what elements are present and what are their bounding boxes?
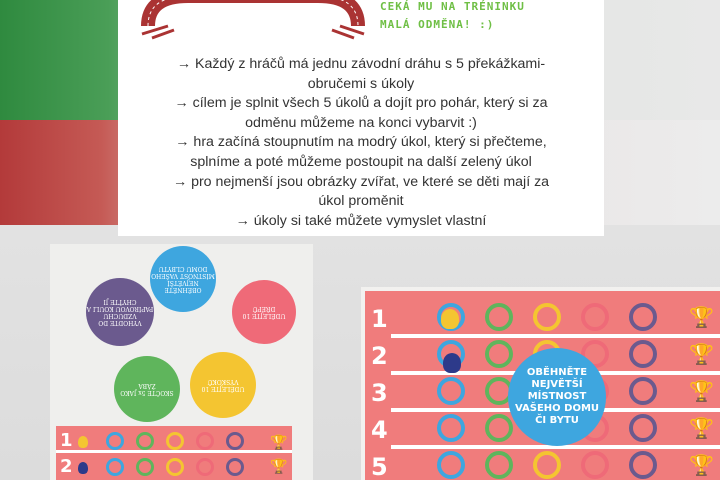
rule-line: → pro nejmenší jsou obrázky zvířat, ve které se děti mají za bbox=[172, 173, 550, 190]
rule-line: úkol proměnit bbox=[318, 193, 404, 210]
lane-number: 2 bbox=[60, 456, 73, 477]
task-ring bbox=[629, 340, 657, 368]
task-ring bbox=[136, 458, 154, 476]
task-ring bbox=[533, 451, 561, 479]
lane-number: 3 bbox=[371, 379, 388, 407]
task-card-overlay bbox=[508, 348, 606, 446]
rules-text bbox=[118, 55, 604, 231]
pawn-blue[interactable] bbox=[443, 353, 461, 373]
rule-line: → cílem je splnit všech 5 úkolů a dojít pro pohár, který si za bbox=[174, 95, 548, 112]
rule-line: → úkoly si také můžete vymyslet vlastní bbox=[235, 212, 487, 229]
task-ring bbox=[629, 377, 657, 405]
task-ring bbox=[196, 458, 214, 476]
trophy-icon: 🏆 bbox=[689, 381, 714, 403]
task-card-text: UDĚLEJTE 10 DŘEPŮ bbox=[242, 305, 286, 319]
lane-number: 1 bbox=[60, 430, 73, 451]
task-ring bbox=[533, 303, 561, 331]
trophy-icon: 🏆 bbox=[270, 434, 288, 450]
task-card-pink bbox=[232, 280, 296, 344]
task-ring bbox=[581, 303, 609, 331]
task-ring bbox=[629, 451, 657, 479]
lane-number: 4 bbox=[371, 416, 388, 444]
trophy-icon: 🏆 bbox=[270, 458, 288, 474]
trophy-icon: 🏆 bbox=[689, 418, 714, 440]
lane-number: 1 bbox=[371, 305, 388, 333]
task-ring bbox=[106, 458, 124, 476]
task-card-purple bbox=[86, 278, 154, 346]
task-ring bbox=[485, 303, 513, 331]
lane-divider bbox=[391, 334, 720, 338]
task-card-green bbox=[114, 356, 180, 422]
task-ring bbox=[166, 458, 184, 476]
task-ring bbox=[581, 451, 609, 479]
task-ring bbox=[136, 432, 154, 450]
task-ring bbox=[437, 377, 465, 405]
task-ring bbox=[226, 458, 244, 476]
rule-line: → hra začíná stoupnutím na modrý úkol, který si přečteme, bbox=[175, 134, 547, 151]
rule-line: splníme a poté můžeme postoupit na další zelený úkol bbox=[190, 153, 532, 170]
trophy-icon: 🏆 bbox=[689, 455, 714, 477]
rule-line: odměnu můžeme na konci vybarvit :) bbox=[245, 114, 477, 131]
trophy-icon: 🏆 bbox=[689, 307, 714, 329]
task-ring bbox=[485, 451, 513, 479]
pawn-yellow[interactable] bbox=[78, 436, 88, 448]
task-card-text: UDĚLEJTE 10 VÝSKOKŮ bbox=[201, 378, 245, 392]
lane-number: 5 bbox=[371, 453, 388, 480]
photo-task-cards bbox=[50, 244, 313, 480]
task-card-yellow bbox=[190, 352, 256, 418]
pawn-blue[interactable] bbox=[78, 462, 88, 474]
task-ring bbox=[226, 432, 244, 450]
page-heading bbox=[380, 0, 600, 34]
rule-line: obručemi s úkoly bbox=[307, 75, 415, 92]
task-ring bbox=[106, 432, 124, 450]
heading-line-2: MALÁ ODMĚNA! :) bbox=[380, 18, 495, 31]
task-ring bbox=[437, 414, 465, 442]
task-ring bbox=[437, 451, 465, 479]
task-card-text: SKOČTE 5x JAKO ŽÁBA bbox=[120, 382, 174, 396]
task-card-blue bbox=[150, 246, 216, 312]
task-ring bbox=[485, 340, 513, 368]
rule-line: → Každý z hráčů má jednu závodní dráhu s 5 překážkami- bbox=[176, 56, 546, 72]
heading-line-1: CEKÁ MU NA TRÉNINKU bbox=[380, 0, 525, 13]
lane-divider bbox=[56, 450, 292, 453]
instructions-card bbox=[118, 0, 604, 236]
task-card-text: OBĚHNĚTE NEJVĚTŠÍ MÍSTNOST VAŠEHO DOMU ČI BYTU bbox=[514, 367, 600, 426]
task-card-text: OBĚHNĚTE NEJVĚTŠÍ MÍSTNOST VAŠEHO DOMU CLBYTU bbox=[151, 265, 215, 293]
task-ring bbox=[629, 303, 657, 331]
lane-number: 2 bbox=[371, 342, 388, 370]
task-card-text: VYHODTE DO VZDUCHU PAPÍROVOU KOULI A CHYŤTE JI bbox=[86, 298, 154, 326]
task-ring bbox=[629, 414, 657, 442]
pawn-yellow[interactable] bbox=[441, 309, 459, 329]
running-track-logo bbox=[128, 0, 378, 42]
trophy-icon: 🏆 bbox=[689, 344, 714, 366]
task-ring bbox=[196, 432, 214, 450]
task-ring bbox=[166, 432, 184, 450]
